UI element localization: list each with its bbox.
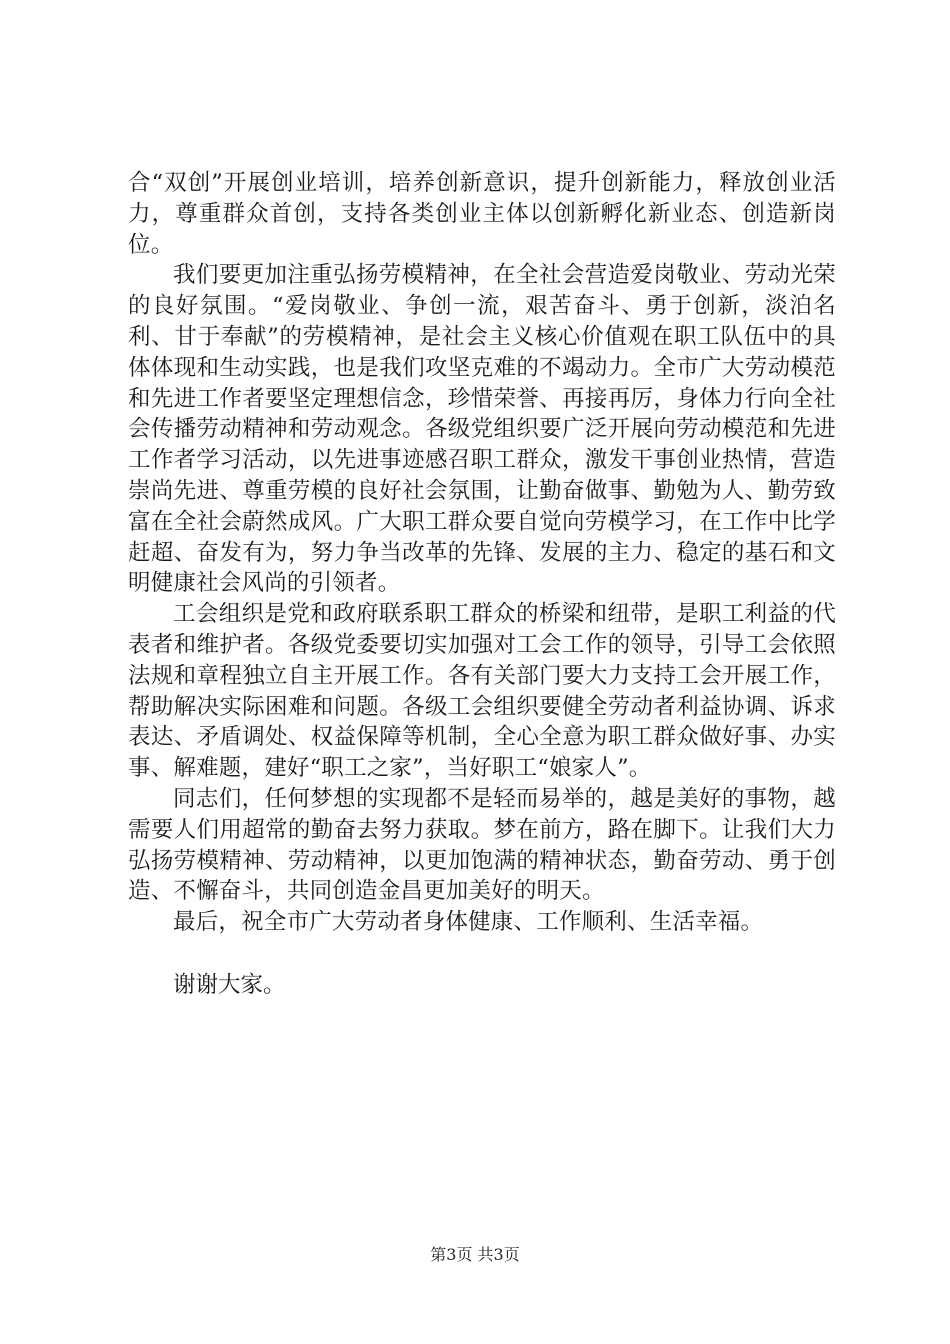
document-body xyxy=(128,168,836,1001)
paragraph-1: 合“双创”开展创业培训，培养创新意识，提升创新能力，释放创业活力，尊重群众首创，支持各类创业主体以创新孵化新业态、创造新岗位。 xyxy=(128,170,836,258)
paragraph-5: 最后，祝全市广大劳动者身体健康、工作顺利、生活幸福。 xyxy=(173,909,764,936)
closing-thanks: 谢谢大家。 xyxy=(173,971,286,998)
paragraph-3: 工会组织是党和政府联系职工群众的桥梁和纽带，是职工利益的代表者和维护者。各级党委要切实加强对工会工作的领导，引导工会依照法规和章程独立自主开展工作。各有关部门要大力支持工会开展工作，帮助解决实际困难和问题。各级工会组织要健全劳动者利益协调、诉求表达、矛盾调处、权益保障等机制，全心全意为职工群众做好事、办实事、解难题，建好“职工之家”，当好职工“娘家人”。 xyxy=(128,601,836,782)
paragraph-4: 同志们，任何梦想的实现都不是轻而易举的，越是美好的事物，越需要人们用超常的勤奋去努力获取。梦在前方，路在脚下。让我们大力弘扬劳模精神、劳动精神，以更加饱满的精神状态，勤奋劳动、勇于创造、不懈奋斗，共同创造金昌更加美好的明天。 xyxy=(128,785,836,905)
page-footer: 第3页 共3页 xyxy=(430,1245,520,1264)
paragraph-2: 我们要更加注重弘扬劳模精神，在全社会营造爱岗敬业、劳动光荣的良好氛围。“爱岗敬业、争创一流，艰苦奋斗、勇于创新，淡泊名利、甘于奉献”的劳模精神，是社会主义核心价值观在职工队伍中的具体体现和生动实践，也是我们攻坚克难的不竭动力。全市广大劳动模范和先进工作者要坚定理想信念，珍惜荣誉、再接再厉，身体力行向全社会传播劳动精神和劳动观念。各级党组织要广泛开展向劳动模范和先进工作者学习活动，以先进事迹感召职工群众，激发干事创业热情，营造崇尚先进、尊重劳模的良好社会氛围，让勤奋做事、勤勉为人、勤劳致富在全社会蔚然成风。广大职工群众要自觉向劳模学习，在工作中比学赶超、奋发有为，努力争当改革的先锋、发展的主力、稳定的基石和文明健康社会风尚的引领者。 xyxy=(128,262,836,597)
